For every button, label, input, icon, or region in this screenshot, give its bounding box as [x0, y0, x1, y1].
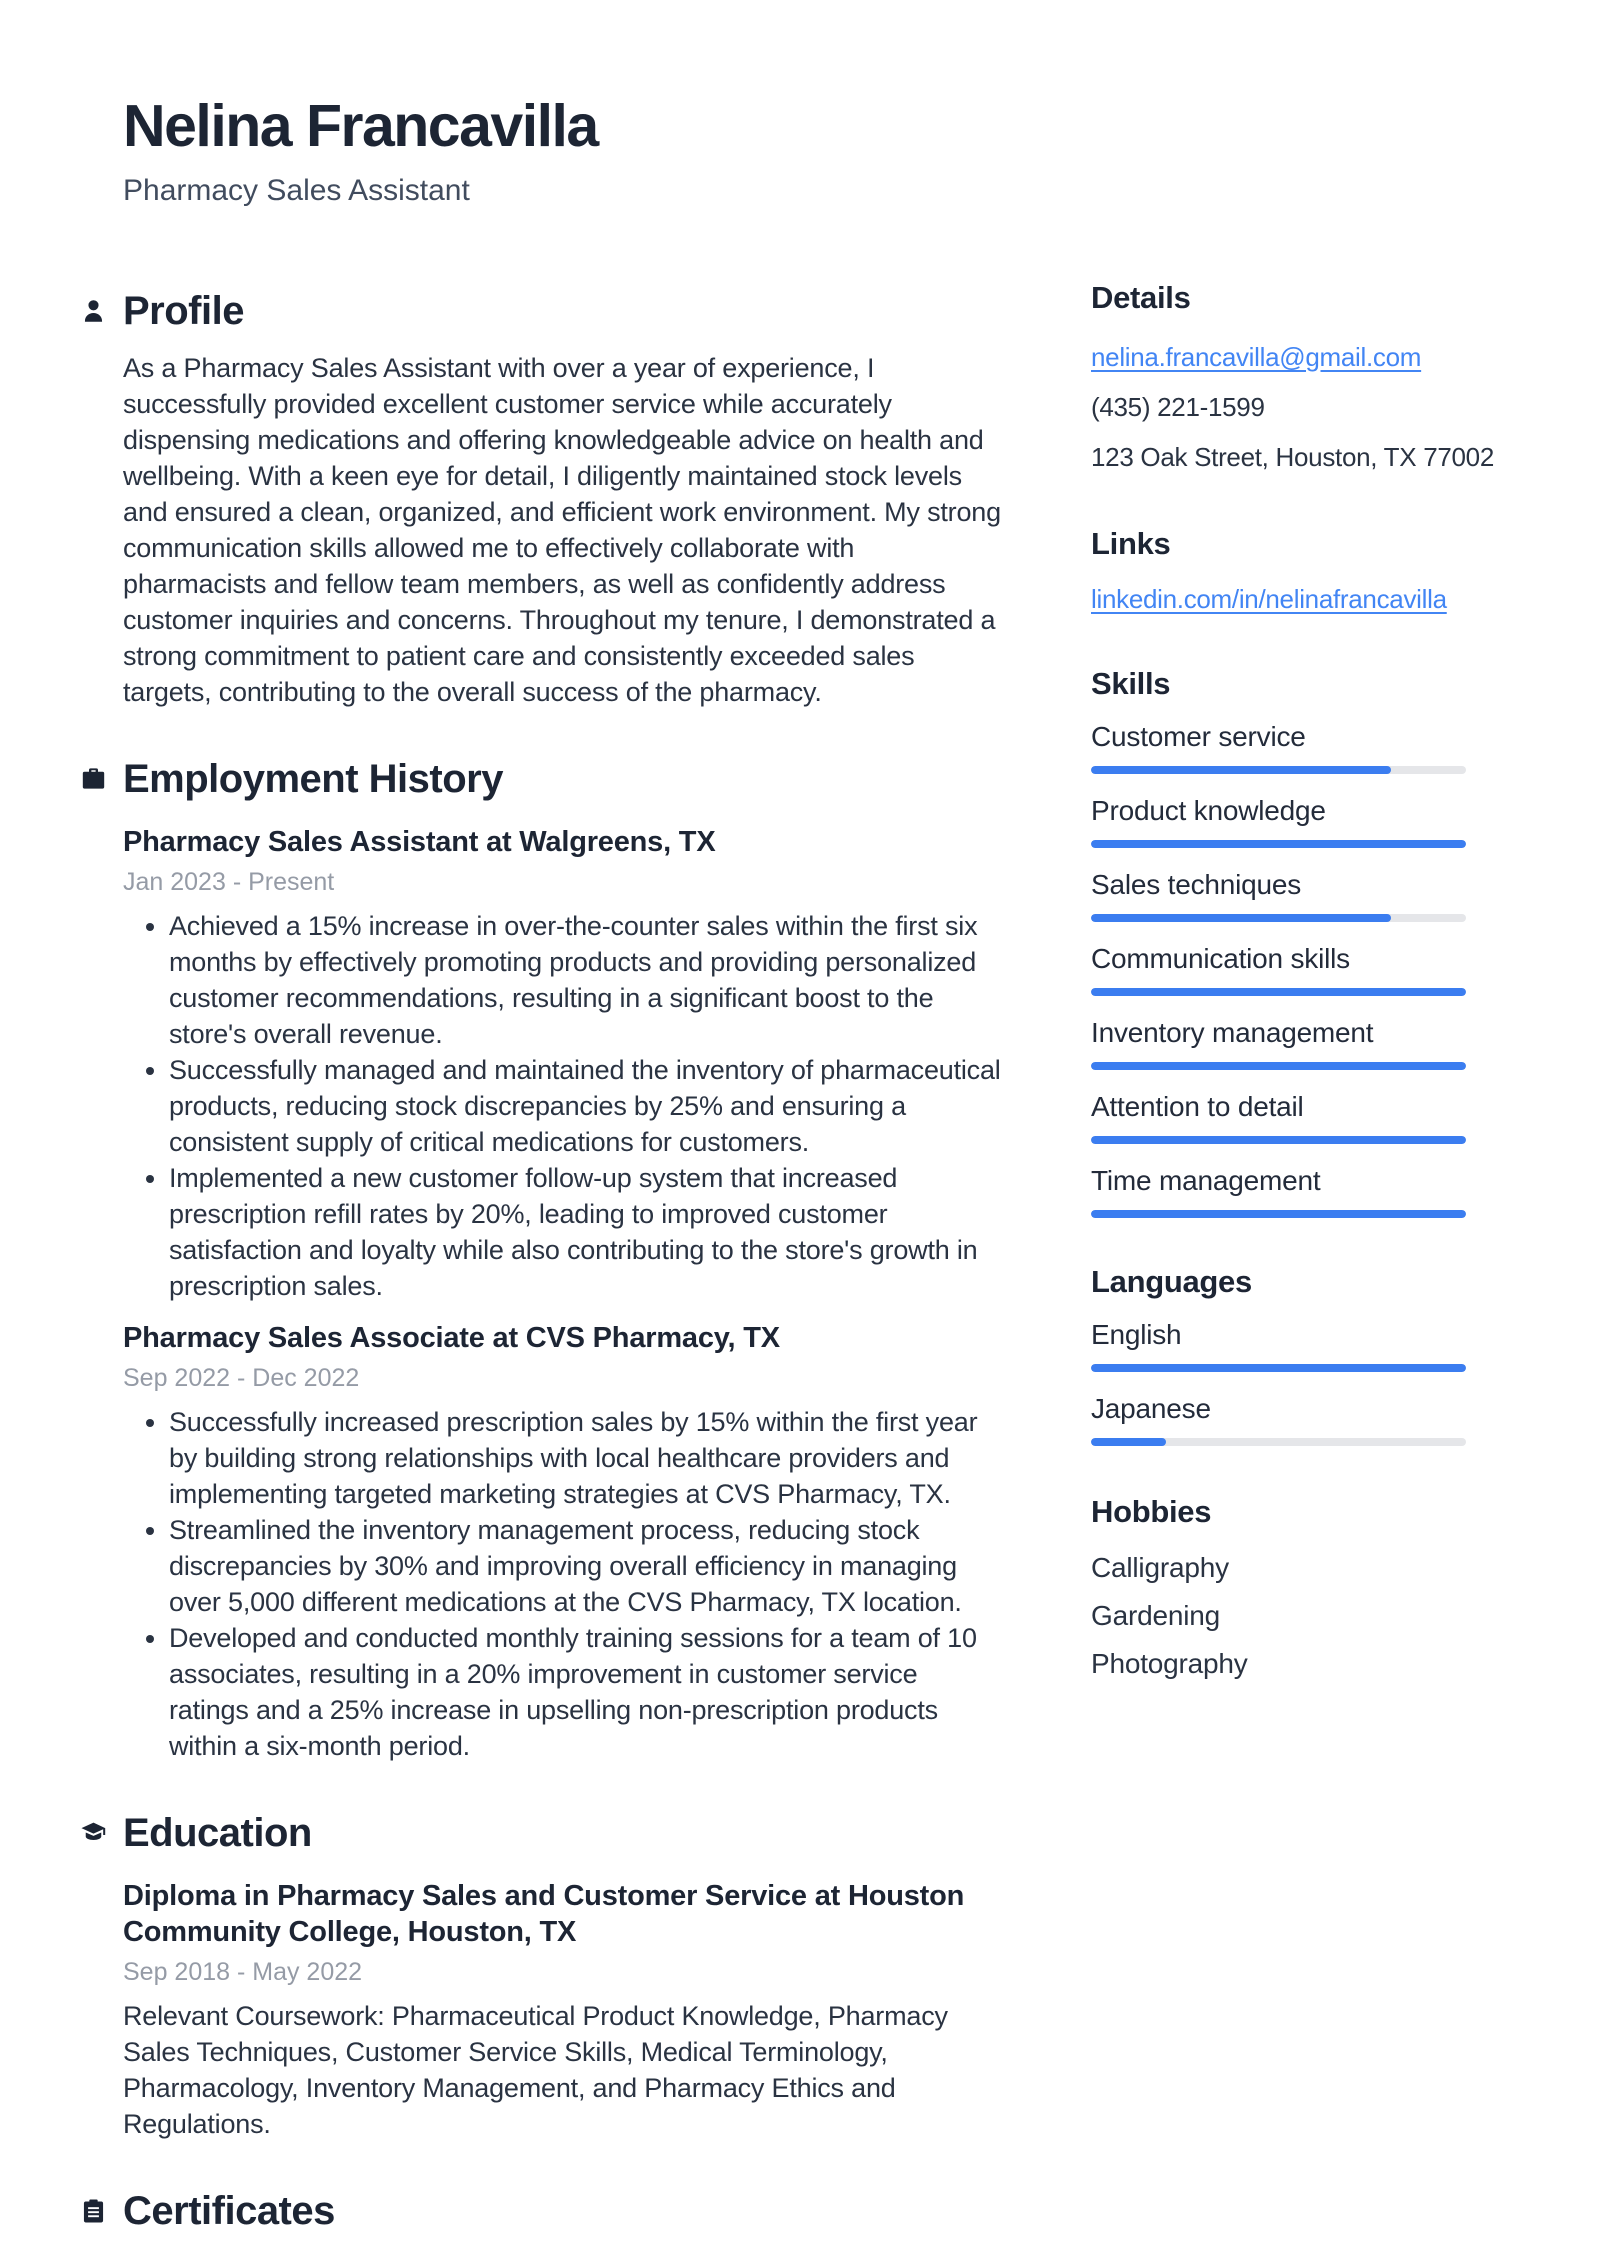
person-icon — [80, 297, 107, 324]
skill-bar — [1091, 1062, 1466, 1070]
education-heading — [123, 1808, 1003, 1858]
skill-bar-fill — [1091, 1210, 1466, 1218]
hobby-item: Calligraphy — [1091, 1552, 1229, 1583]
skill-bar-fill — [1091, 840, 1466, 848]
language-bar-fill — [1091, 1438, 1166, 1446]
skill-bar — [1091, 840, 1466, 848]
job-bullet: • Developed and conducted monthly training sessions for a team of 10 associates, resulting in a 20% improvement in customer service ratings and a 25% increase in upselling non-prescription products within a six-month period. — [169, 1620, 1003, 1764]
job-bullet-list — [123, 908, 1003, 1304]
language-bar — [1091, 1438, 1466, 1446]
job-title: Pharmacy Sales Associate at CVS Pharmacy, TX — [123, 1321, 780, 1354]
certificates-heading-label: Certificates — [123, 2188, 335, 2233]
details-heading: Details — [1091, 280, 1191, 315]
certificates-heading — [123, 2186, 1003, 2236]
job-bullet-list — [123, 1404, 1003, 1764]
skill-bar — [1091, 914, 1466, 922]
hobby-item: Photography — [1091, 1648, 1248, 1679]
education-dates: Sep 2018 - May 2022 — [123, 1957, 363, 1986]
header — [123, 93, 1003, 210]
hobby-item: Gardening — [1091, 1600, 1220, 1631]
skill-item — [1091, 1090, 1466, 1144]
skill-item — [1091, 942, 1466, 996]
profile-text: As a Pharmacy Sales Assistant with over a year of experience, I successfully provided excellent customer service while accurately dispensing medications and offering knowledgeable advice on health and wellbeing. With a keen eye for detail, I diligently maintained stock levels and ensured a clean, organized, and efficient work environment. My strong communication skills allowed me to effectively collaborate with pharmacists and fellow team members, as well as confidently address customer inquiries and concerns. Throughout my tenure, I demonstrated a strong commitment to patient care and consistently exceeded sales targets, contributing to the overall success of the pharmacy. — [123, 352, 1001, 707]
job-bullet: • Streamlined the inventory management process, reducing stock discrepancies by 30% and improving overall efficiency in managing over 5,000 different medications at the CVS Pharmacy, TX location. — [169, 1512, 1003, 1620]
skill-item — [1091, 794, 1466, 848]
job-bullet: • Implemented a new customer follow-up system that increased prescription refill rates by 20%, leading to improved customer satisfaction and loyalty while also contributing to the store's growth in prescription sales. — [169, 1160, 1003, 1304]
skill-bar — [1091, 766, 1466, 774]
skill-label: Sales techniques — [1091, 869, 1302, 900]
section-profile — [123, 286, 1003, 710]
employment-history-heading-label: Employment History — [123, 756, 503, 801]
language-bar — [1091, 1364, 1466, 1372]
phone-number: (435) 221-1599 — [1091, 392, 1265, 422]
job-dates: Sep 2022 - Dec 2022 — [123, 1363, 360, 1392]
skill-bar-fill — [1091, 1062, 1466, 1070]
address: 123 Oak Street, Houston, TX 77002 — [1091, 442, 1494, 472]
language-label: English — [1091, 1319, 1182, 1350]
profile-heading — [123, 286, 1003, 336]
languages-heading: Languages — [1091, 1264, 1252, 1299]
clipboard-icon — [80, 2197, 107, 2224]
language-bar-fill — [1091, 1364, 1466, 1372]
skill-item — [1091, 1016, 1466, 1070]
section-education — [123, 1808, 1003, 2142]
skill-label: Customer service — [1091, 721, 1306, 752]
degree-title: Diploma in Pharmacy Sales and Customer Service at Houston Community College, Houston, TX — [123, 1879, 965, 1948]
skill-label: Inventory management — [1091, 1017, 1374, 1048]
skill-bar-fill — [1091, 988, 1466, 996]
skill-item — [1091, 868, 1466, 922]
candidate-job-title: Pharmacy Sales Assistant — [123, 173, 470, 207]
job-bullet: • Achieved a 15% increase in over-the-counter sales within the first six months by effectively promoting products and providing personalized customer recommendations, resulting in a significant boost to the store's overall revenue. — [169, 908, 1003, 1052]
employment-history-heading — [123, 754, 1003, 804]
briefcase-icon — [80, 765, 107, 792]
candidate-name: Nelina Francavilla — [123, 93, 598, 159]
skill-item — [1091, 1164, 1466, 1218]
education-description: Relevant Coursework: Pharmaceutical Product Knowledge, Pharmacy Sales Techniques, Customer Service Skills, Medical Terminology, Pharmacology, Inventory Management, and Pharmacy Ethics and Regulations. — [123, 2000, 948, 2139]
links-heading: Links — [1091, 526, 1171, 561]
job-dates: Jan 2023 - Present — [123, 867, 335, 896]
language-item — [1091, 1318, 1466, 1372]
skill-bar-fill — [1091, 1136, 1466, 1144]
hobbies-heading: Hobbies — [1091, 1494, 1212, 1529]
link-row — [1091, 574, 1466, 624]
job-title: Pharmacy Sales Assistant at Walgreens, TX — [123, 825, 716, 858]
section-certificates — [123, 2186, 1003, 2236]
job-entry — [123, 824, 1003, 1304]
skill-bar — [1091, 988, 1466, 996]
email-link[interactable]: nelina.francavilla@gmail.com — [1091, 342, 1422, 372]
job-bullet: • Successfully increased prescription sales by 15% within the first year by building strong relationships with local healthcare providers and implementing targeted marketing strategies at CVS Pharmacy, TX. — [169, 1404, 1003, 1512]
skill-label: Attention to detail — [1091, 1091, 1304, 1122]
skill-bar — [1091, 1210, 1466, 1218]
language-item — [1091, 1392, 1466, 1446]
skill-item — [1091, 720, 1466, 774]
section-employment-history — [123, 754, 1003, 1764]
language-label: Japanese — [1091, 1393, 1211, 1424]
education-entry — [123, 1878, 1003, 2142]
skill-label: Communication skills — [1091, 943, 1350, 974]
education-heading-label: Education — [123, 1810, 312, 1855]
skill-bar-fill — [1091, 766, 1391, 774]
details-block — [1091, 332, 1494, 482]
job-bullet: • Successfully managed and maintained the inventory of pharmaceutical products, reducing stock discrepancies by 25% and ensuring a consistent supply of critical medications for customers. — [169, 1052, 1003, 1160]
graduation-cap-icon — [80, 1819, 107, 1846]
skill-bar — [1091, 1136, 1466, 1144]
skill-bar-fill — [1091, 914, 1391, 922]
skills-heading: Skills — [1091, 666, 1171, 701]
sidebar — [1091, 0, 1494, 1688]
skill-label: Product knowledge — [1091, 795, 1326, 826]
main-column — [123, 0, 1003, 2236]
email-row — [1091, 332, 1466, 382]
linkedin-link[interactable]: linkedin.com/in/nelinafrancavilla — [1091, 584, 1447, 614]
profile-heading-label: Profile — [123, 288, 244, 333]
skill-label: Time management — [1091, 1165, 1321, 1196]
job-entry — [123, 1320, 1003, 1764]
hobbies-list — [1091, 1544, 1466, 1688]
